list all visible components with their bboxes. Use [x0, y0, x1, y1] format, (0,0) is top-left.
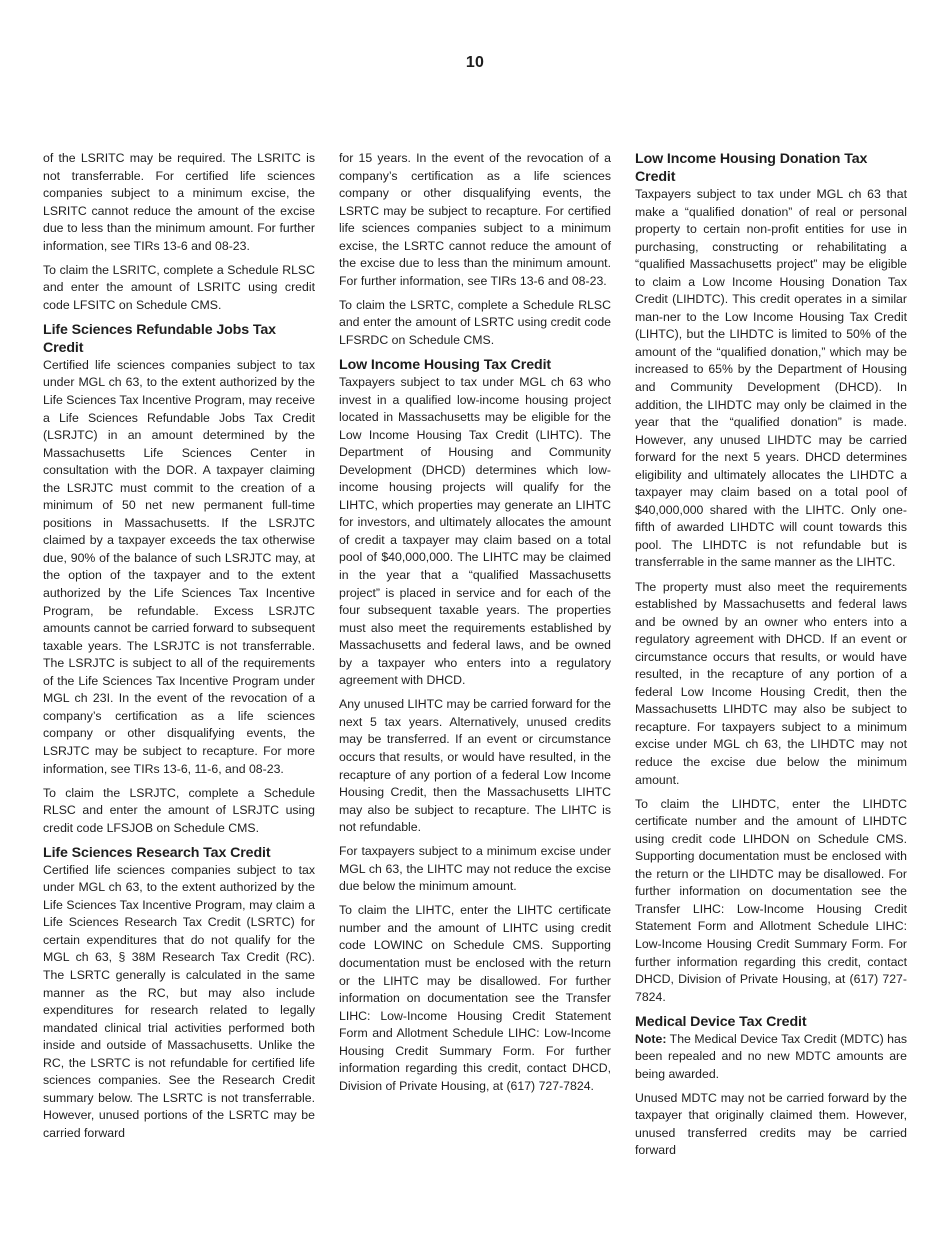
- column-3: [635, 150, 907, 1166]
- paragraph: To claim the LIHTC, enter the LIHTC certificate number and the amount of LIHTC using credit code LOWINC on Schedule CMS. Supporting documentation must be enclosed with the return or the LIHTC may be disallowed. For further information on documentation see the Transfer LIHC: Low-Income Housing Credit Statement Form and Allotment Schedule LIHC: Low-Income Housing Credit Summary Form. For further information regarding this credit, contact DHCD, Division of Private Housing, at (617) 727-7824.: [339, 903, 611, 1093]
- paragraph: To claim the LSRJTC, complete a Schedule RLSC and enter the amount of LSRJTC using credit code LFSJOB on Schedule CMS.: [43, 785, 315, 835]
- paragraph: For taxpayers subject to a minimum excise under MGL ch 63, the LIHTC may not reduce the excise due below the minimum amount.: [339, 844, 611, 894]
- section-heading: Life Sciences Research Tax Credit: [43, 844, 271, 861]
- paragraph: for 15 years. In the event of the revocation of a company’s certification as a life sciences company or other disqualifying events, the LSRTC may be subject to recapture. For certified life sciences companies subject to a minimum excise, the LSRTC cannot reduce the amount of the excise due to less than the minimum amount. For further information, see TIRs 13-6 and 08-23.: [339, 151, 611, 288]
- section-heading: Medical Device Tax Credit: [635, 1013, 807, 1030]
- paragraph: Unused MDTC may not be carried forward by the taxpayer that originally claimed them. However, unused transferred credits may be carried forward: [635, 1090, 907, 1158]
- paragraph: Any unused LIHTC may be carried forward for the next 5 tax years. Alternatively, unused credits may be transferred. If an event or circumstance occurs that results, or would have resulted, in the recapture of any portion of a federal Low Income Housing Credit, then the Massachusetts LIHTC may also be subject to recapture. The LIHTC is not refundable.: [339, 697, 611, 835]
- note-label: Note:: [635, 1031, 667, 1046]
- paragraph: Taxpayers subject to tax under MGL ch 63 that make a “qualified donation” of real or personal property to certain non-profit entities for use in purchasing, constructing or rehabilitating a “qualified Massachusetts project” may be eligible to claim a Low Income Housing Donation Tax Credit (LIHDTC). This credit operates in a similar man-ner to the Low Income Housing Tax Credit (LIHTC), but the LIHDTC is limited to 50% of the amount of the “qualified donation,” which may be increased to 65% by the Department of Housing and Community Development (DHCD). In addition, the LIHDTC may only be claimed in the year that the “qualified donation” is made. However, any unused LIHDTC may be carried forward for the next 5 years. DHCD determines eligibility and ultimately allocates the LIHDTC a taxpayer may claim based on a total pool of $40,000,000 shared with the LIHTC. Only one-fifth of awarded LIHDTC will count towards this pool. The LIHDTC is not refundable but is transferrable in the same manner as the LIHTC.: [635, 187, 907, 570]
- section-heading: Low Income Housing Tax Credit: [339, 357, 552, 374]
- paragraph: Taxpayers subject to tax under MGL ch 63 who invest in a qualified low-income housing project located in Massachusetts may be eligible for the Low Income Housing Tax Credit (LIHTC). The Department of Housing and Community Development (DHCD) determines which low-income housing projects will qualify for the LIHTC, which properties may generate an LIHTC for investors, and ultimately allocates the amount of credit a taxpayer may claim based on a total pool of $40,000,000. The LIHTC may be claimed in the year that a “qualified Massachusetts project” is placed in service and for each of the four subsequent taxable years. The properties must also meet the requirements established by Massachusetts and federal laws, and be owned by a taxpayer who enters into a regulatory agreement with DHCD.: [339, 375, 611, 688]
- paragraph: of the LSRITC may be required. The LSRITC is not transferrable. For certified life sciences companies subject to a minimum excise, the LSRITC cannot reduce the amount of the excise due to less than the minimum amount. For further information, see TIRs 13-6 and 08-23.: [43, 151, 315, 253]
- page-number: 10: [465, 54, 485, 71]
- paragraph: To claim the LIHDTC, enter the LIHDTC certificate number and the amount of LIHDTC using credit code LIHDON on Schedule CMS. Supporting documentation must be enclosed with the return or the LIHDTC may be disallowed. For further information on documentation see the Transfer LIHC: Low-Income Housing Credit Statement Form and Allotment Schedule LIHC: Low-Income Housing Credit Summary Form. For further information regarding this credit, contact DHCD, Division of Private Housing, at (617) 727-7824.: [635, 796, 907, 1004]
- column-1: [43, 150, 315, 1149]
- paragraph: Certified life sciences companies subject to tax under MGL ch 63, to the extent authorized by the Life Sciences Tax Incentive Program, may receive a Life Sciences Refundable Jobs Tax Credit (LSRJTC) in an amount determined by the Massachusetts Life Sciences Center in consultation with the DOR. A taxpayer claiming the LSRJTC must commit to the creation of a minimum of 50 net new permanent full-time positions in Massachusetts. If the LSRJTC claimed by a taxpayer exceeds the tax otherwise due, 90% of the balance of such LSRJTC may, at the option of the taxpayer and to the extent authorized by the Life Sciences Tax Incentive Program, be refundable. Excess LSRJTC amounts cannot be carried forward to subsequent taxable years. The LSRJTC is not transferrable. The LSRJTC is subject to all of the requirements of the Life Sciences Tax Incentive Program under MGL ch 23I. In the event of the revocation of a company’s certification as a life sciences company or other disqualifying events, the LSRJTC may be subject to recapture. For more information, see TIRs 13-6, 11-6, and 08-23.: [43, 357, 315, 776]
- paragraph: Certified life sciences companies subject to tax under MGL ch 63, to the extent authorized by the Life Sciences Tax Incentive Program, may claim a Life Sciences Research Tax Credit (LSRTC) for certain expenditures that do not qualify for the MGL ch 63, § 38M Research Tax Credit (RC). The LSRTC generally is calculated in the same manner as the RC, but may also include expenditures for research related to legally mandated clinical trial activities performed both inside and outside of Massachusetts. Unlike the RC, the LSRTC is not refundable for certified life sciences companies. See the Research Credit summary below. The LSRTC is not transferrable. However, unused portions of the LSRTC may be carried forward: [43, 862, 315, 1140]
- column-2: [339, 150, 611, 1102]
- section-heading: Life Sciences Refundable Jobs Tax Credit: [43, 321, 276, 356]
- paragraph: The property must also meet the requirements established by Massachusetts and federal laws and be owned by an owner who enters into a regulatory agreement with DHCD. If an event or circumstance occurs that results, or would have resulted, in the recapture of any portion of a federal Low Income Housing Credit, then the Massachusetts LIHDTC may also be subject to recapture. For taxpayers subject to a minimum excise under MGL ch 63, the LIHDTC may not reduce the excise due below the minimum amount.: [635, 579, 907, 787]
- note-paragraph: [635, 1031, 907, 1084]
- paragraph: To claim the LSRTC, complete a Schedule RLSC and enter the amount of LSRTC using credit code LFSRDC on Schedule CMS.: [339, 297, 611, 347]
- paragraph: To claim the LSRITC, complete a Schedule RLSC and enter the amount of LSRITC using credit code LFSITC on Schedule CMS.: [43, 262, 315, 312]
- section-heading: Low Income Housing Donation Tax Credit: [635, 151, 868, 185]
- note-text: The Medical Device Tax Credit (MDTC) has been repealed and no new MDTC amounts are being awarded.: [635, 1031, 907, 1081]
